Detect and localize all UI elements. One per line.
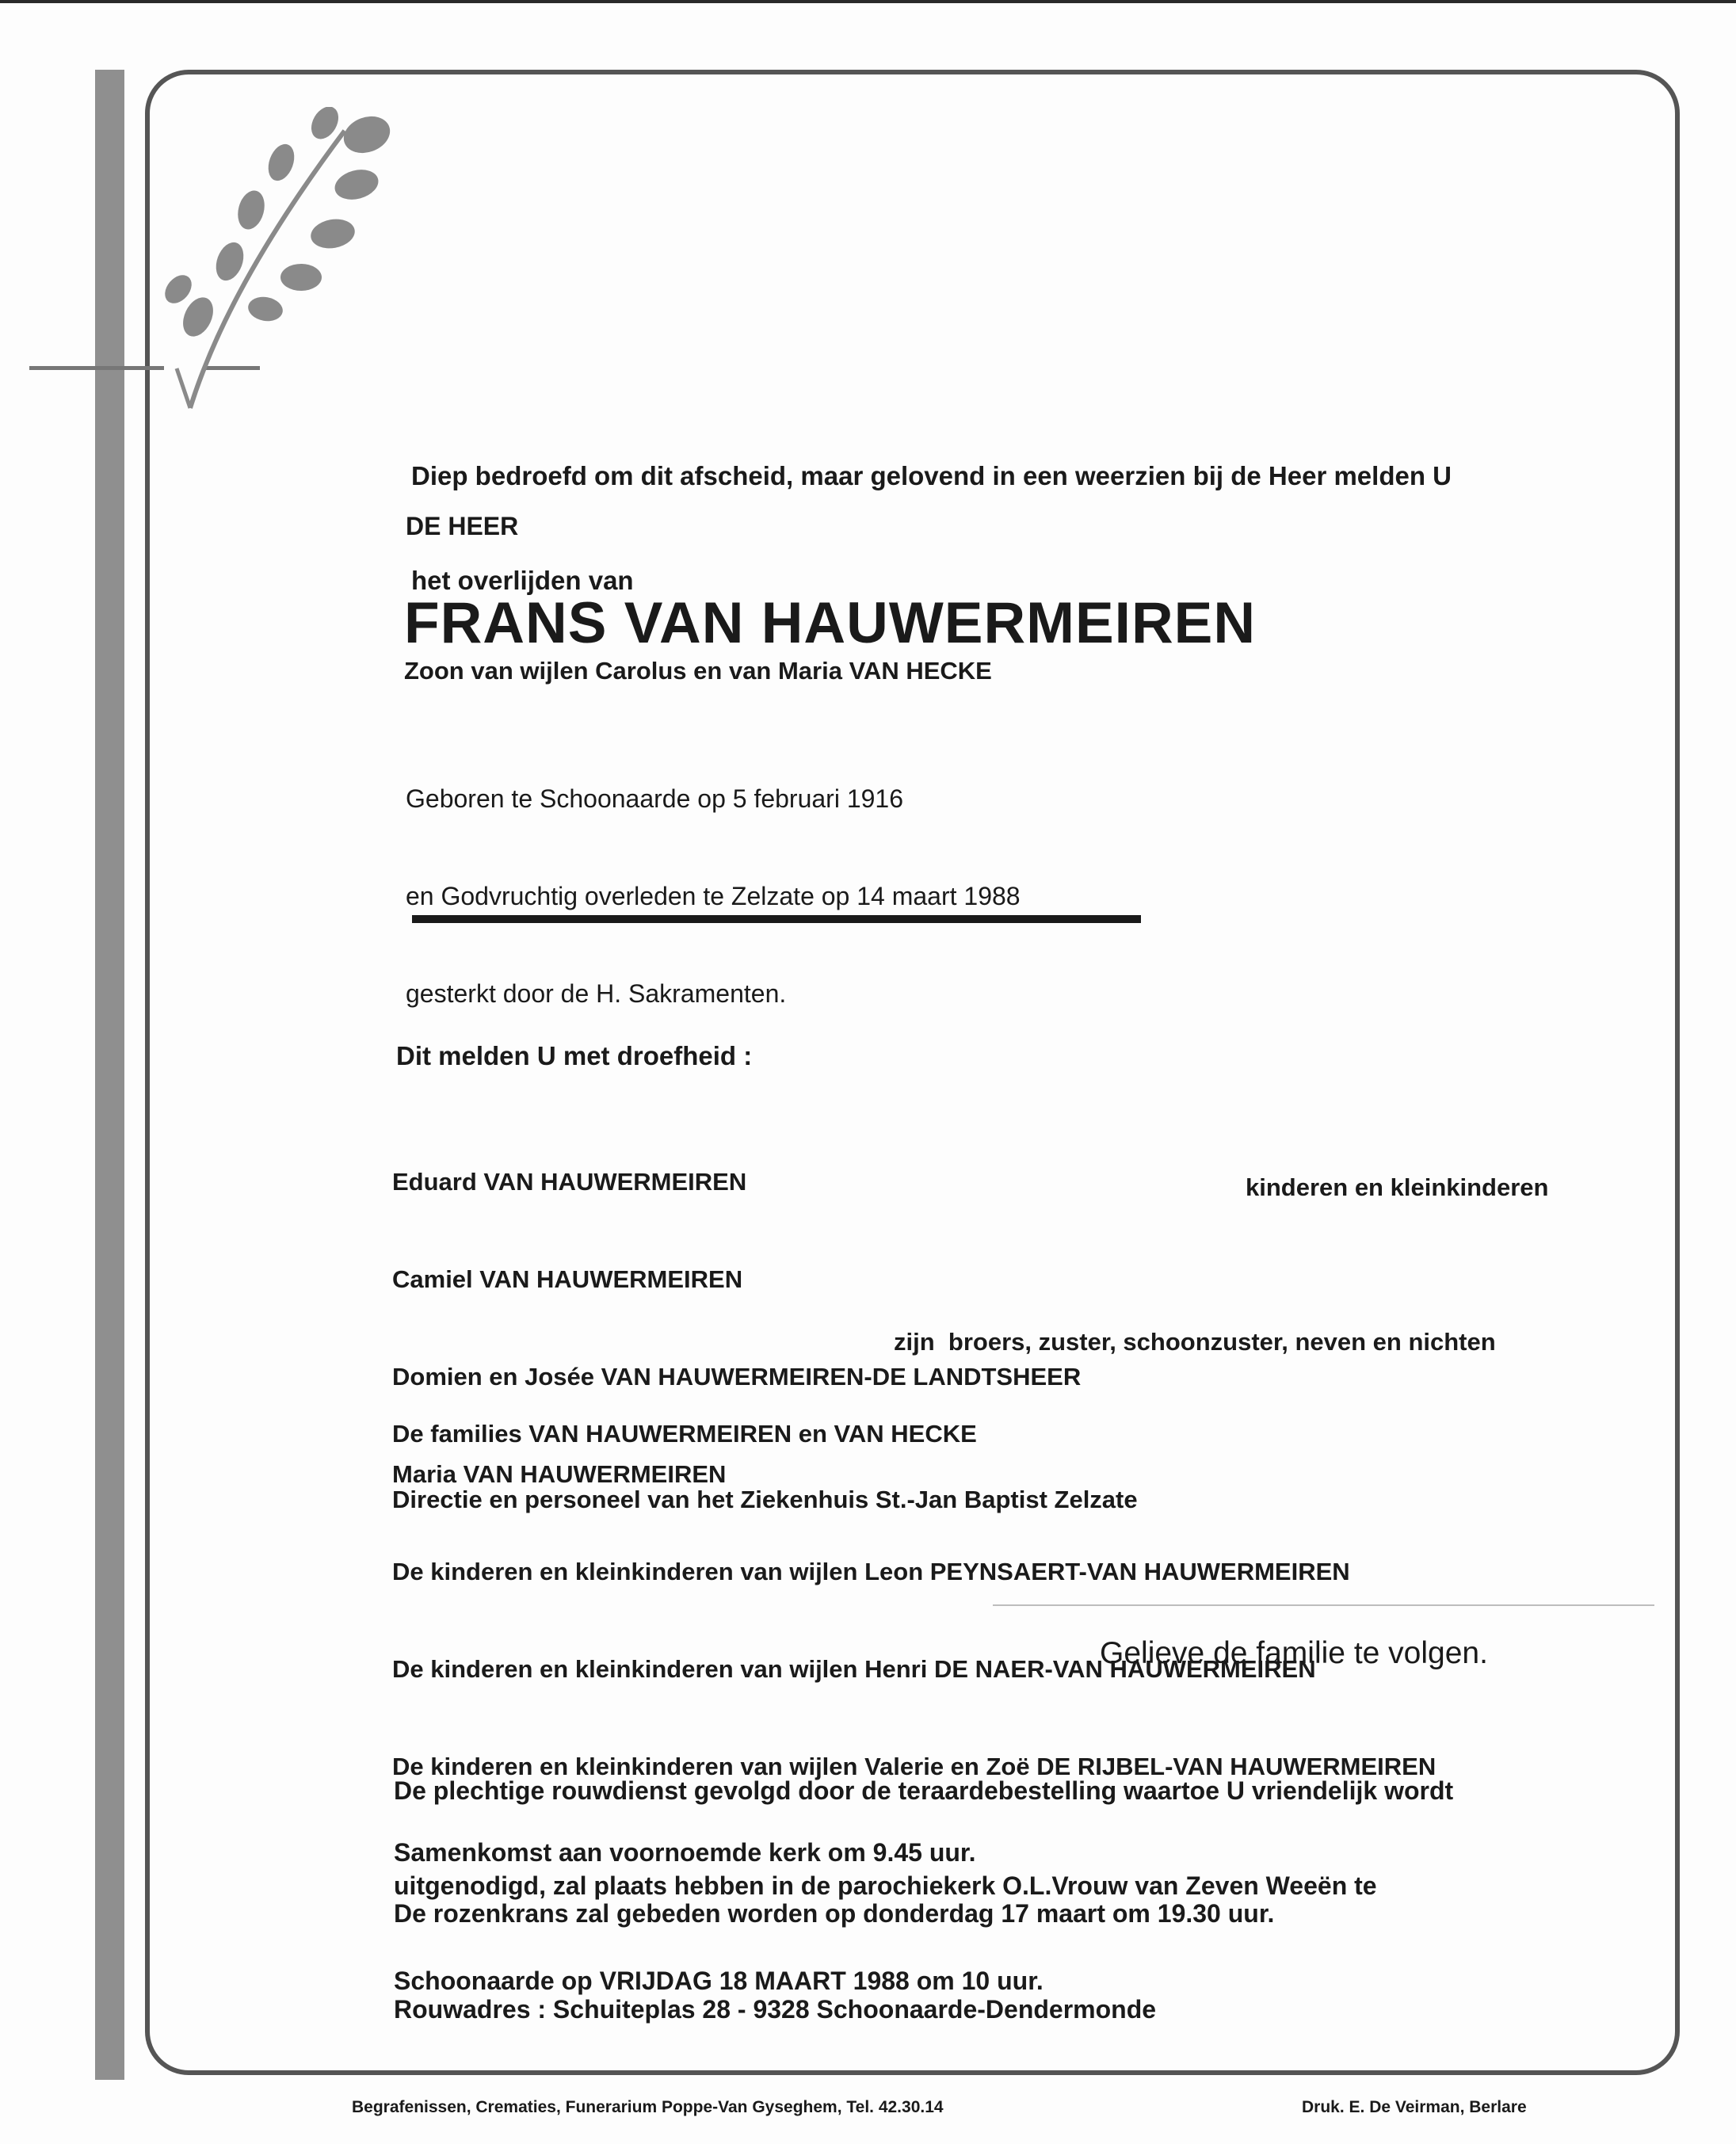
intro-line-1: Diep bedroefd om dit afscheid, maar gelovend in een weerzien bij de Heer melden U — [411, 461, 1452, 490]
sacraments-line: gesterkt door de H. Sakramenten. — [406, 979, 787, 1008]
list-item: Maria VAN HAUWERMEIREN — [392, 1460, 727, 1488]
service-line-1: De plechtige rouwdienst gevolgd door de teraardebestelling waartoe U vriendelijk wordt — [394, 1776, 1454, 1805]
service-line-3: Schoonaarde op VRIJDAG 18 MAART 1988 om 10 uur. — [394, 1967, 1044, 1995]
birth-death-block — [406, 718, 1021, 1043]
leaf-sprig-icon — [155, 107, 416, 424]
honorific: DE HEER — [406, 512, 519, 540]
divider-rule — [412, 915, 1141, 923]
service-details — [394, 1711, 1453, 2028]
children-label: kinderen en kleinkinderen — [1246, 1173, 1549, 1201]
deceased-name: FRANS VAN HAUWERMEIREN — [404, 591, 1257, 655]
hospital-line: Directie en personeel van het Ziekenhuis St.-Jan Baptist Zelzate — [392, 1486, 1138, 1513]
service-line-2: uitgenodigd, zal plaats hebben in de parochiekerk O.L.Vrouw van Zeven Weeën te — [394, 1871, 1377, 1900]
list-item: Eduard VAN HAUWERMEIREN — [392, 1168, 747, 1196]
family-list — [392, 1101, 1436, 1815]
gathering-line: Samenkomst aan voornoemde kerk om 9.45 uur. — [394, 1838, 976, 1867]
families-line: De families VAN HAUWERMEIREN en VAN HECKE — [392, 1420, 977, 1448]
list-item: Domien en Josée VAN HAUWERMEIREN-DE LANDTSHEER — [392, 1363, 1082, 1391]
list-item: De kinderen en kleinkinderen van wijlen Henri DE NAER-VAN HAUWERMEIREN — [392, 1655, 1316, 1683]
page-top-edge — [0, 0, 1736, 3]
list-item: De kinderen en kleinkinderen van wijlen Valerie en Zoë DE RIJBEL-VAN HAUWERMEIREN — [392, 1753, 1436, 1780]
undertaker-footer: Begrafenissen, Crematies, Funerarium Poppe-Van Gyseghem, Tel. 42.30.14 — [352, 2098, 944, 2116]
cross-arm-left — [29, 366, 164, 370]
announcement: Dit melden U met droefheid : — [396, 1041, 753, 1070]
intro-line-2: het overlijden van — [411, 566, 634, 595]
thin-divider — [993, 1604, 1654, 1606]
printer-footer: Druk. E. De Veirman, Berlare — [1302, 2098, 1527, 2116]
death-line: en Godvruchtig overleden te Zelzate op 14 maart 1988 — [406, 882, 1021, 910]
rosary-line: De rozenkrans zal gebeden worden op donderdag 17 maart om 19.30 uur. — [394, 1899, 1275, 1928]
list-item: Camiel VAN HAUWERMEIREN — [392, 1265, 743, 1293]
siblings-label: zijn broers, zuster, schoonzuster, neven en nichten — [894, 1328, 1496, 1356]
mourning-address: Rouwadres : Schuiteplas 28 - 9328 Schoonaarde-Dendermonde — [394, 1995, 1157, 2024]
follow-family-text: Gelieve de familie te volgen. — [1100, 1636, 1488, 1670]
parents-line: Zoon van wijlen Carolus en van Maria VAN HECKE — [404, 657, 992, 685]
memorial-side-bar — [95, 70, 124, 2080]
list-item: De kinderen en kleinkinderen van wijlen Leon PEYNSAERT-VAN HAUWERMEIREN — [392, 1558, 1350, 1585]
birth-line: Geboren te Schoonaarde op 5 februari 1916 — [406, 784, 904, 813]
